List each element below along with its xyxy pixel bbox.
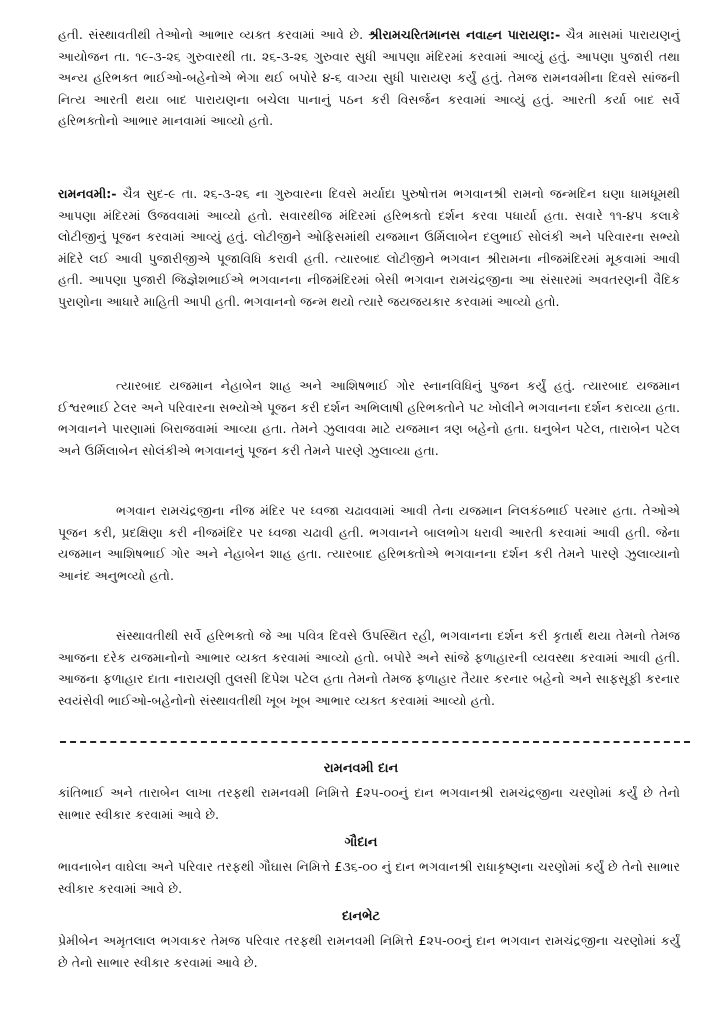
parayan-title: શ્રીરામચરિતમાનસ નવાહ્ન પારાયણ:- [368, 27, 561, 42]
parayan-paragraph [58, 24, 680, 132]
section-divider [60, 741, 690, 743]
ramnavami-paragraph-4: સંસ્થાવતીથી સર્વે હરિભક્તો જે આ પવિત્ર દિવસે ઉપસ્થિત રહી, ભગવાનના દર્શન કરી કૃતાર્થ થયા તેમનો તેમજ આજના દરેક યજમાનોનો આભાર વ્યક્ત કરવામાં આવ્યો હતો. બપોરે અને સાંજે ફળાહારની વ્યવસ્થા કરવામાં આવી હતી. આજના ફળાહાર દાતા નારાયણી તુલસી દિપેશ પટેલ હતા તેમનો તેમજ ફળાહાર તૈયાર કરનાર બહેનો અને સાફસૂફી કરનાર સ્વયંસેવી ભાઈઓ-બહેનોનો સંસ્થાવતીથી ખૂબ ખૂબ આભાર વ્યક્ત કરવામાં આવ્યો હતો. [58, 628, 680, 708]
ramnavami-label: રામનવમી:- [58, 186, 117, 201]
ramnavami-paragraph-3: ભગવાન રામચંદ્રજીના નીજ મંદિર પર ધ્વજા ચઢાવવામાં આવી તેના યજમાન નિલકંઠભાઈ પરમાર હતા. તેઓએ પૂજન કરી, પ્રદક્ષિણા કરી નીજમંદિર પર ધ્વજા ચઢાવી હતી. ભગવાનને બાલભોગ ધરાવી આરતી કરવામાં આવી હતી. જેના યજમાન આશિષભાઈ ગોર અને નેહાબેન શાહ હતા. ત્યારબાદ હરિભક્તોએ ભગવાનના દર્શન કરી તેમને પારણે ઝુલાવ્યાનો આનંદ અનુભવ્યો હતો. [58, 503, 680, 583]
parayan-body: ચૈત્ર માસમાં પારાયણનું આયોજન તા. ૧૯-૩-૨૬ ગુરુવારથી તા. ૨૬-૩-૨૬ ગુરુવાર સુધી આપણા મંદિરમાં કરવામાં આવ્યું હતું. આપણા પુજારી તથા અન્ય હરિભક્ત ભાઈઓ-બહેનોએ ભેગા થઈ બપોરે ૪-૬ વાગ્યા સુધી પારાયણ કર્યું હતું. તેમજ રામનવમીના દિવસે સાંજની નિત્ય આરતી થયા બાદ પારાયણના બચેલા પાનાનું પઠન કરી વિસર્જન કરવામાં આવ્યું હતું. આરતી કર્યા બાદ સર્વે હરિભક્તોનો આભાર માનવામાં આવ્યો હતો. [58, 27, 680, 128]
donation-heading-gaudan: ગૌદાન [344, 835, 378, 850]
donation-text-gaudan: ભાવનાબેન વાઘેલા અને પરિવાર તરફથી ગૌઘાસ નિમિત્તે £૩૬-૦૦ નું દાન ભગવાનશ્રી રાધાકૃષ્ણના ચરણોમાં કર્યું છે તેનો સાભાર સ્વીકાર કરવામાં આવે છે. [58, 859, 680, 896]
intro-text: હતી. સંસ્થાવતીથી તેઓનો આભાર વ્યક્ત કરવામાં આવે છે. [58, 27, 369, 42]
donation-heading-ramnavami: રામનવમી દાન [323, 761, 399, 776]
ramnavami-body-1: ચૈત્ર સુદ-૯ તા. ૨૬-૩-૨૬ ના ગુરુવારના દિવસે મર્યાદા પુરુષોત્તમ ભગવાનશ્રી રામનો જન્મદિન ઘણા ધામધૂમથી આપણા મંદિરમાં ઉજવવામાં આવ્યો હતો. સવારથીજ મંદિરમાં હરિભક્તો દર્શન કરવા પધાર્યા હતા. સવારે ૧૧-૪૫ કલાકે લોટીજીનું પૂજન કરવામાં આવ્યું હતું. લોટીજીને ઓફિસમાંથી યજમાન ઉર્મિલાબેન દલુભાઈ સોલંકી અને પરિવારના સભ્યો મંદિરે લઈ આવી પુજારીજીએ પૂજાવિધિ કરાવી હતી. ત્યારબાદ લોટીજીને ભગવાન શ્રીરામના નીજમંદિરમાં મૂકવામાં આવી હતી. આપણા પુજારી જિજ્ઞેશભાઈએ ભગવાનના નીજમંદિરમાં બેસી ભગવાન રામચંદ્રજીના આ સંસારમાં અવતરણની વૈદિક પુરાણોના આધારે માહિતી આપી હતી. ભગવાનનો જન્મ થયો ત્યારે જયજયકાર કરવામાં આવ્યો હતો. [58, 186, 680, 309]
donation-heading-danbhet: દાનભેટ [341, 909, 381, 924]
ramnavami-paragraph-1 [58, 183, 680, 312]
donation-text-danbhet: પ્રેમીબેન અમૃતલાલ ભગવાકર તેમજ પરિવાર તરફથી રામનવમી નિમિત્તે £૨૫-૦૦નું દાન ભગવાન રામચંદ્રજીના ચરણોમાં કર્યું છે તેનો સાભાર સ્વીકાર કરવામાં આવે છે. [58, 933, 680, 970]
donation-text-ramnavami: કાંતિભાઈ અને તારાબેન લાખા તરફથી રામનવમી નિમિત્તે £૨૫-૦૦નું દાન ભગવાનશ્રી રામચંદ્રજીના ચરણોમાં કર્યું છે તેનો સાભાર સ્વીકાર કરવામાં આવે છે. [58, 785, 680, 822]
ramnavami-paragraph-2: ત્યારબાદ યજમાન નેહાબેન શાહ અને આશિષભાઈ ગોર સ્નાનવિધિનું પુજન કર્યું હતું. ત્યારબાદ યજમાન ઈશ્વરભાઈ ટેલર અને પરિવારના સભ્યોએ પૂજન કરી દર્શન અભિલાષી હરિભક્તોને પટ ખોલીને ભગવાનના દર્શન કરાવ્યા હતા. ભગવાનને પારણામાં બિરાજવામાં આવ્યા હતા. તેમને ઝુલાવવા માટે યજમાન ત્રણ બહેનો હતા. ઘનુબેન પટેલ, તારાબેન પટેલ અને ઉર્મિલાબેન સોલંકીએ ભગવાનનું પૂજન કરી તેમને પારણે ઝુલાવ્યા હતા. [58, 378, 680, 458]
